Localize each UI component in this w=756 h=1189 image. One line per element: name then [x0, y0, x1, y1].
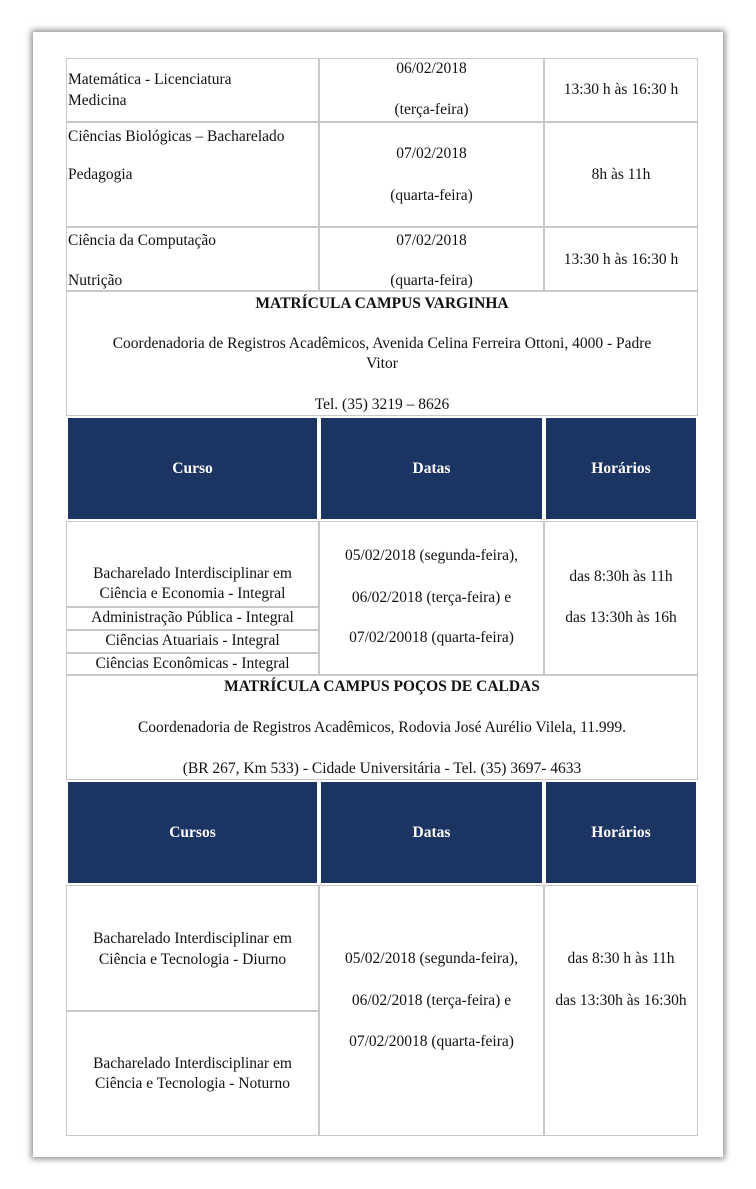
date-text: 07/02/20018 (quarta-feira) — [349, 1033, 514, 1050]
course-name: Ciências Biológicas – Bacharelado — [68, 128, 285, 145]
date-text: 07/02/2018 — [396, 232, 467, 249]
campus-info-block — [66, 675, 698, 780]
column-header-datas: Datas — [319, 780, 544, 885]
course-name: Ciência da Computação — [68, 232, 217, 249]
time-cell — [544, 122, 698, 227]
course-name: Ciência e Tecnologia - Noturno — [95, 1075, 290, 1092]
weekday-text: (quarta-feira) — [390, 272, 473, 289]
course-cell — [66, 885, 319, 1011]
course-name: Administração Pública - Integral — [91, 609, 294, 626]
weekday-text: (terça-feira) — [394, 101, 469, 118]
date-cell — [319, 122, 544, 227]
column-header-datas: Datas — [319, 416, 544, 521]
date-text: 05/02/2018 (segunda-feira), — [344, 950, 519, 967]
time-text: das 13:30h às 16h — [565, 609, 677, 626]
date-text: 05/02/2018 (segunda-feira), — [344, 547, 519, 564]
date-cell — [319, 227, 544, 291]
column-header-horarios: Horários — [544, 780, 698, 885]
table-row — [66, 227, 698, 291]
time-text: das 8:30h às 11h — [569, 568, 673, 585]
course-name: Nutrição — [68, 272, 123, 289]
campus-address: Coordenadoria de Registros Acadêmicos, Rodovia José Aurélio Vilela, 11.999. — [137, 719, 627, 736]
date-text: 06/02/2018 (terça-feira) e — [351, 992, 512, 1009]
dates-cell — [319, 521, 544, 675]
course-cell — [66, 653, 319, 675]
course-cell — [66, 58, 319, 122]
column-header-cursos: Cursos — [66, 780, 319, 885]
time-cell — [544, 58, 698, 122]
course-name: Pedagogia — [68, 166, 133, 183]
time-text: 13:30 h às 16:30 h — [563, 251, 679, 268]
dates-cell — [319, 885, 544, 1136]
course-cell — [66, 521, 319, 607]
times-cell — [544, 521, 698, 675]
campus-address: Coordenadoria de Registros Acadêmicos, Avenida Celina Ferreira Ottoni, 4000 - Padre — [112, 335, 652, 352]
campus-address: (BR 267, Km 533) - Cidade Universitária - Tel. (35) 3697- 4633 — [182, 760, 582, 777]
date-cell — [319, 58, 544, 122]
column-header-curso: Curso — [66, 416, 319, 521]
course-name: Ciências Econômicas - Integral — [95, 655, 290, 672]
course-cell — [66, 122, 319, 227]
weekday-text: (quarta-feira) — [390, 187, 473, 204]
course-cell — [66, 607, 319, 630]
course-cell — [66, 1011, 319, 1136]
course-name: Bacharelado Interdisciplinar em — [93, 930, 292, 947]
course-name: Bacharelado Interdisciplinar em — [93, 565, 292, 582]
time-text: 13:30 h às 16:30 h — [563, 81, 679, 98]
course-name: Ciência e Tecnologia - Diurno — [98, 951, 287, 968]
date-text: 07/02/2018 — [396, 145, 467, 162]
table-row — [66, 122, 698, 227]
course-name: Ciência e Economia - Integral — [99, 585, 286, 602]
course-cell — [66, 227, 319, 291]
course-name: Ciências Atuariais - Integral — [105, 632, 280, 649]
date-text: 06/02/2018 — [396, 60, 467, 77]
campus-title: MATRÍCULA CAMPUS POÇOS DE CALDAS — [224, 678, 540, 695]
date-text: 06/02/2018 (terça-feira) e — [351, 589, 512, 606]
campus-info-block — [66, 291, 698, 416]
times-cell — [544, 885, 698, 1136]
time-cell — [544, 227, 698, 291]
campus-title: MATRÍCULA CAMPUS VARGINHA — [255, 295, 509, 312]
course-name: Medicina — [68, 92, 127, 109]
time-text: das 13:30h às 16:30h — [555, 992, 687, 1009]
course-cell — [66, 630, 319, 653]
course-name: Bacharelado Interdisciplinar em — [93, 1055, 292, 1072]
time-text: das 8:30 h às 11h — [567, 950, 675, 967]
column-header-horarios: Horários — [544, 416, 698, 521]
date-text: 07/02/20018 (quarta-feira) — [349, 629, 514, 646]
course-name: Matemática - Licenciatura — [68, 71, 232, 88]
campus-address: Vitor — [366, 355, 398, 372]
table-row — [66, 58, 698, 122]
campus-phone: Tel. (35) 3219 – 8626 — [314, 396, 450, 413]
document-page — [33, 32, 723, 1157]
time-text: 8h às 11h — [591, 166, 651, 183]
